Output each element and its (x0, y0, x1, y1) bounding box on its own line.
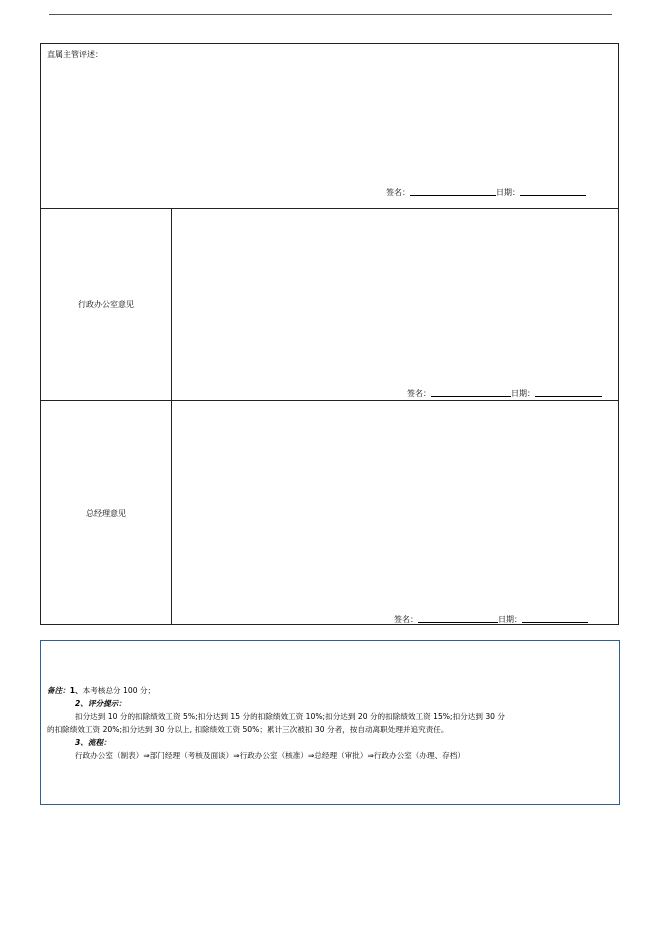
supervisor-comment-label: 直属主管评述： (47, 50, 103, 59)
supervisor-sign-field[interactable] (410, 187, 496, 196)
admin-date-field[interactable] (535, 388, 602, 397)
admin-date-label: 日期： (511, 389, 535, 398)
column-divider (171, 208, 172, 400)
evaluation-form-table (40, 43, 619, 625)
notes-item-2-line-1: 扣分达到 10 分的扣除绩效工资 5%;扣分达到 15 分的扣除绩效工资 10%;扣分达到 20 分的扣除绩效工资 15%;扣分达到 30 分 (75, 712, 506, 721)
admin-sign-label: 签名： (407, 389, 431, 398)
gm-date-field[interactable] (522, 614, 588, 623)
gm-signature-line (394, 614, 588, 625)
header-rule (49, 14, 612, 15)
gm-sign-field[interactable] (418, 614, 498, 623)
supervisor-date-label: 日期： (496, 188, 520, 197)
supervisor-signature-line (386, 187, 586, 198)
notes-item-2-line-2: 的扣除绩效工资 20%;扣分达到 30 分以上, 扣除绩效工资 50%；累计三次被扣 30 分者，按自动离职处理并追究责任。 (47, 725, 449, 734)
notes-item-2-heading: 2、评分提示： (75, 699, 126, 708)
notes-item1-number: 1、 (69, 686, 83, 695)
notes-item1-text: 本考核总分 100 分； (82, 686, 156, 695)
notes-item-1 (47, 685, 155, 696)
supervisor-sign-label: 签名： (386, 188, 410, 197)
notes-heading: 备注： (47, 686, 70, 695)
admin-sign-field[interactable] (431, 388, 511, 397)
supervisor-date-field[interactable] (520, 187, 586, 196)
row-divider (41, 208, 618, 209)
notes-item-3-heading: 3、流程： (75, 738, 111, 747)
admin-office-opinion-label: 行政办公室意见 (78, 300, 134, 309)
gm-sign-label: 签名： (394, 615, 418, 624)
admin-signature-line (407, 388, 602, 399)
row-divider (41, 400, 618, 401)
notes-process-flow: 行政办公室（制表）⇒部门经理（考核及面谈）⇒行政办公室（核准）⇒总经理（审批）⇒行政办公室（办理、存档） (75, 751, 465, 760)
general-manager-opinion-label: 总经理意见 (86, 509, 126, 518)
notes-box (40, 640, 620, 805)
gm-date-label: 日期： (498, 615, 522, 624)
column-divider (171, 400, 172, 625)
